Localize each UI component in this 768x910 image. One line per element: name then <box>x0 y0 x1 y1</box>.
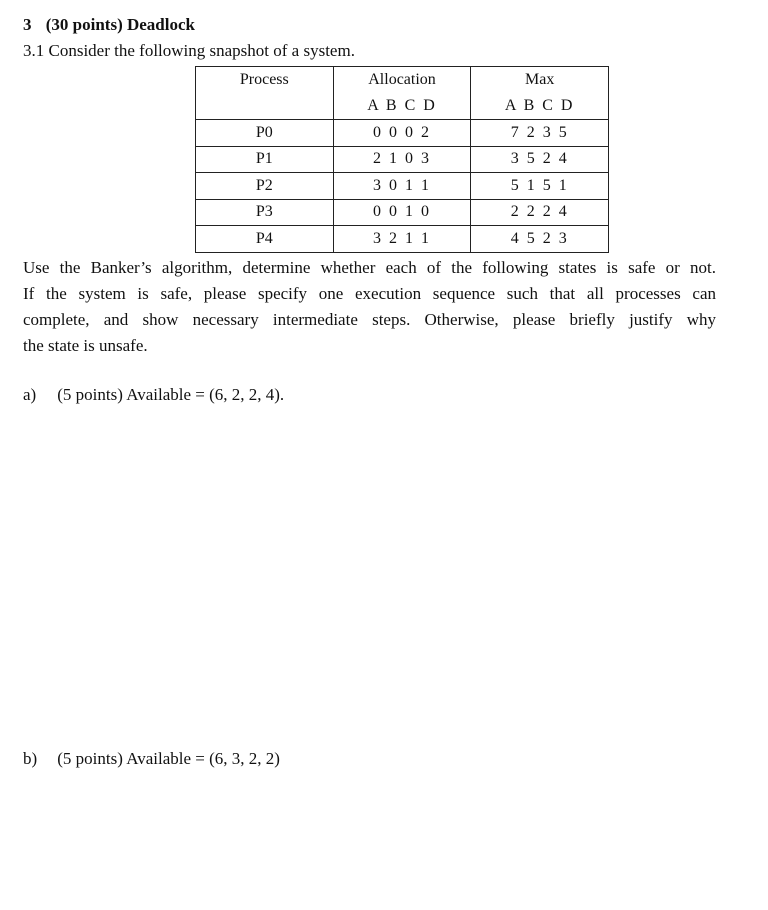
cell-allocation: 0 0 1 0 <box>333 199 471 226</box>
cell-max: 2 2 2 4 <box>471 199 609 226</box>
cell-max: 7 2 3 5 <box>471 120 609 147</box>
section-number: 3 <box>23 15 32 34</box>
instructions-line: If the system is safe, please specify one execution sequence such that all processes can <box>23 284 716 303</box>
cell-allocation: 3 0 1 1 <box>333 173 471 200</box>
cell-process: P2 <box>196 173 334 200</box>
instructions-line: complete, and show necessary intermediate steps. Otherwise, please briefly justify why <box>23 310 716 329</box>
intro-text: 3.1 Consider the following snapshot of a system. <box>23 41 355 60</box>
instructions-paragraph <box>23 255 716 359</box>
cell-process: P1 <box>196 146 334 173</box>
table-row <box>196 120 609 147</box>
question-a-label: a) <box>23 385 37 404</box>
instructions-line: Use the Banker’s algorithm, determine whether each of the following states is safe or not. <box>23 258 716 277</box>
table-row <box>196 199 609 226</box>
snapshot-table <box>195 66 609 253</box>
cell-max: 4 5 2 3 <box>471 226 609 253</box>
header-allocation: Allocation <box>333 67 471 94</box>
subheader-allocation: A B C D <box>333 93 471 120</box>
subheader-max: A B C D <box>471 93 609 120</box>
table-row <box>196 173 609 200</box>
cell-max: 3 5 2 4 <box>471 146 609 173</box>
question-a <box>23 385 284 405</box>
section-heading <box>23 15 195 35</box>
section-title: (30 points) Deadlock <box>45 15 195 34</box>
cell-process: P3 <box>196 199 334 226</box>
cell-process: P4 <box>196 226 334 253</box>
subheader-process-empty <box>196 93 334 120</box>
cell-allocation: 0 0 0 2 <box>333 120 471 147</box>
table-header-row <box>196 67 609 94</box>
table-row <box>196 146 609 173</box>
cell-allocation: 2 1 0 3 <box>333 146 471 173</box>
table-subheader-row <box>196 93 609 120</box>
cell-process: P0 <box>196 120 334 147</box>
question-b <box>23 749 280 769</box>
header-max: Max <box>471 67 609 94</box>
question-b-label: b) <box>23 749 38 768</box>
table-row <box>196 226 609 253</box>
cell-allocation: 3 2 1 1 <box>333 226 471 253</box>
cell-max: 5 1 5 1 <box>471 173 609 200</box>
instructions-line: the state is unsafe. <box>23 336 148 355</box>
header-process: Process <box>196 67 334 94</box>
question-a-text: (5 points) Available = (6, 2, 2, 4). <box>57 385 285 404</box>
question-b-text: (5 points) Available = (6, 3, 2, 2) <box>57 749 280 768</box>
